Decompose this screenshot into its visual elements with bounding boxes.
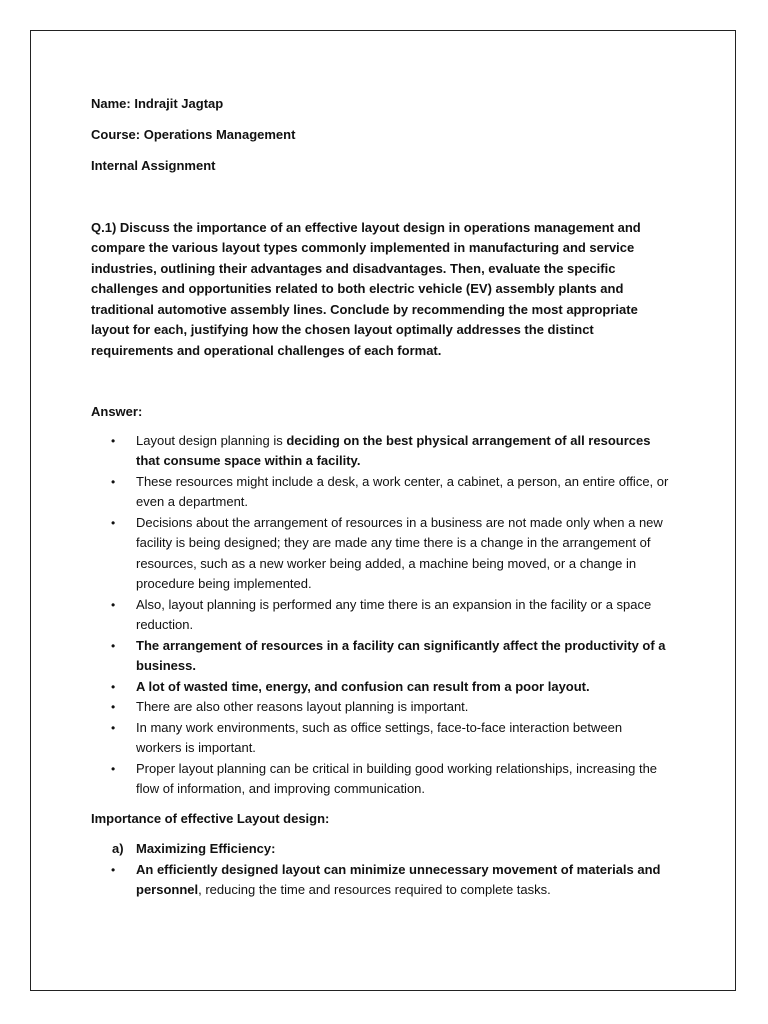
bullet-icon: • [111,597,116,612]
bullet-icon: • [111,433,116,448]
bullet-bold-text: A lot of wasted time, energy, and confusion can result from a poor layout. [136,678,590,694]
answer-bullet-list [91,431,671,800]
bullet-icon: • [111,679,116,694]
assignment-type: Internal Assignment [91,158,216,173]
bullet-text: , reducing the time and resources required to complete tasks. [198,882,551,897]
bullet-icon: • [111,515,116,530]
efficiency-bullet-list [91,860,671,901]
bullet-text: Proper layout planning can be critical in building good working relationships, increasing the flow of information, and improving communication. [136,760,658,796]
section-title: Importance of effective Layout design: [91,810,330,826]
list-item [91,759,671,800]
bullet-icon: • [111,638,116,653]
subsection-marker: a) [112,841,124,856]
subsection-heading [91,839,671,860]
subsection-title: Maximizing Efficiency: [136,841,276,856]
bullet-icon: • [111,720,116,735]
bullet-text: There are also other reasons layout planning is important. [136,699,469,714]
list-item [91,677,671,698]
bullet-bold-text: An efficiently designed layout can minimize unnecessary movement of materials and personnel [136,861,661,897]
list-item [91,595,671,636]
bullet-bold-text: The arrangement of resources in a facility can significantly affect the productivity of a business. [136,637,666,673]
bullet-bold-text: deciding on the best physical arrangement of all resources that consume space within a facility. [136,432,651,468]
list-item [91,697,671,718]
course-name: Course: Operations Management [91,127,296,142]
bullet-icon: • [111,474,116,489]
list-item [91,860,671,901]
bullet-text: In many work environments, such as office settings, face-to-face interaction between workers is important. [136,719,623,755]
list-item [91,718,671,759]
bullet-text: These resources might include a desk, a work center, a cabinet, a person, an entire office, or even a department. [136,473,669,509]
list-item [91,513,671,595]
bullet-text: Also, layout planning is performed any time there is an expansion in the facility or a space reduction. [136,596,652,632]
question-text: Q.1) Discuss the importance of an effective layout design in operations management and compare the various layout types commonly implemented in manufacturing and service industries, outlining their advantages and disadvantages. Then, evaluate the specific challenges and opportunities related to both electric vehicle (EV) assembly plants and traditional automotive assembly lines. Conclude by recommending the most appropriate layout for each, justifying how the chosen layout optimally addresses the distinct requirements and operational challenges of each format. [91,219,641,358]
bullet-text: Decisions about the arrangement of resources in a business are not made only when a new facility is being designed; they are made any time there is a change in the arrangement of resources, such as a new worker being added, a machine being moved, or a change in procedure being implemented. [136,514,663,591]
bullet-text: Layout design planning is [136,432,287,448]
list-item [91,636,671,677]
bullet-icon: • [111,862,116,877]
answer-label: Answer: [91,404,143,419]
student-name: Name: Indrajit Jagtap [91,96,224,111]
bullet-icon: • [111,700,116,714]
bullet-icon: • [111,761,116,776]
document-content [91,94,671,901]
list-item [91,431,671,472]
list-item [91,472,671,513]
document-page [30,30,736,991]
